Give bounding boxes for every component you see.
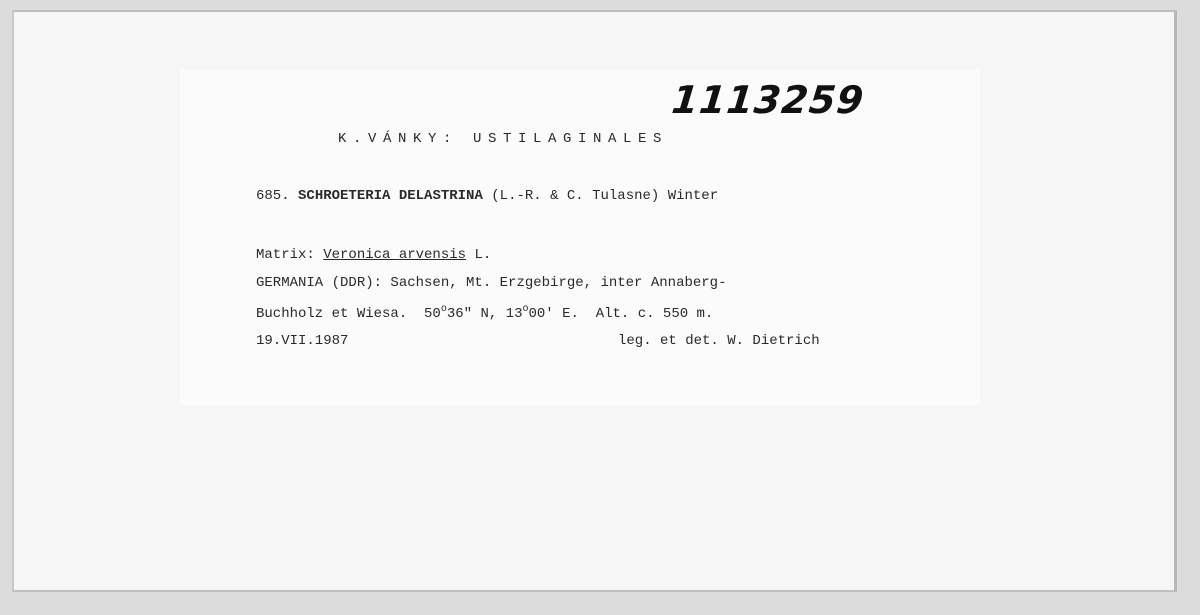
collection-date: 19.VII.1987: [256, 333, 349, 349]
host-name: Veronica arvensis: [323, 247, 467, 263]
matrix-label: Matrix:: [256, 247, 315, 263]
locality-line-2: Buchholz et Wiesa. 50$^o$36" N, 13$^o$00' E. Alt. c. 550 m.: [256, 304, 714, 322]
accession-number: 1113259: [669, 78, 867, 122]
collector: leg. et det. W. Dietrich: [618, 333, 820, 349]
host-author: L.: [474, 247, 492, 263]
entry-number: 685.: [256, 188, 290, 204]
taxon-name: SCHROETERIA DELASTRINA: [298, 188, 483, 204]
taxon-line: [256, 189, 718, 203]
collection-header: K.VÁNKY: USTILAGINALES: [338, 131, 669, 147]
matrix-line: [256, 248, 491, 262]
locality-line-1: GERMANIA (DDR): Sachsen, Mt. Erzgebirge, inter Annaberg-: [256, 275, 727, 291]
taxon-authority: (L.-R. & C. Tulasne) Winter: [491, 188, 719, 204]
